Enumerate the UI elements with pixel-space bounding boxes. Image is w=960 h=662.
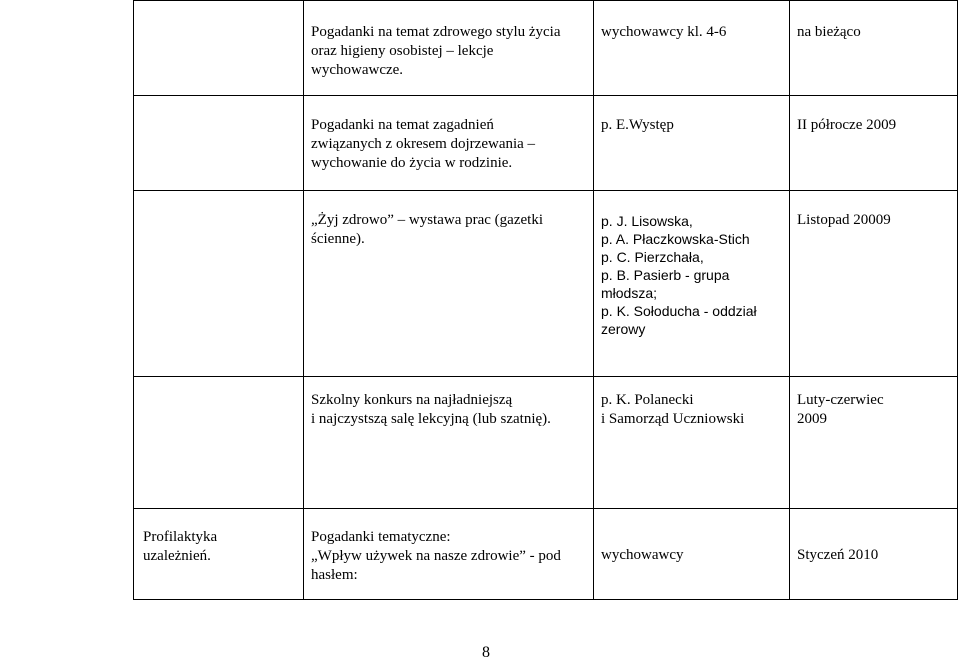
activity-line: „Wpływ używek na nasze zdrowie” - pod	[311, 548, 561, 564]
responsible-cell	[594, 1, 790, 96]
activity-line: ścienne).	[311, 231, 365, 247]
activity-line: Pogadanki tematyczne:	[311, 529, 451, 545]
date-line: II półrocze 2009	[797, 117, 897, 133]
table-row	[134, 96, 958, 191]
responsible-line: p. J. Lisowska,	[601, 213, 693, 229]
activity-line: oraz higieny osobistej – lekcje	[311, 43, 494, 59]
date-line: Styczeń 2010	[797, 547, 879, 563]
responsible-line: p. E.Występ	[601, 117, 674, 133]
responsible-line: p. K. Polanecki	[601, 392, 694, 408]
activity-line: „Żyj zdrowo” – wystawa prac (gazetki	[311, 212, 543, 228]
responsible-line: p. B. Pasierb - grupa	[601, 267, 730, 283]
responsible-line: i Samorząd Uczniowski	[601, 411, 745, 427]
area-cell	[134, 96, 304, 191]
date-cell	[790, 1, 958, 96]
activity-cell	[304, 509, 594, 600]
table-row	[134, 377, 958, 509]
responsible-line: wychowawcy	[601, 547, 684, 563]
responsible-line: p. K. Sołoducha - oddział	[601, 303, 757, 319]
activity-cell	[304, 96, 594, 191]
responsible-line: wychowawcy kl. 4-6	[601, 24, 727, 40]
date-cell	[790, 377, 958, 509]
page-number: 8	[482, 644, 490, 661]
responsible-line: zerowy	[601, 321, 646, 337]
area-cell	[134, 509, 304, 600]
activity-line: związanych z okresem dojrzewania –	[311, 136, 536, 152]
table-row	[134, 191, 958, 377]
date-line: 2009	[797, 411, 827, 427]
responsible-cell	[594, 509, 790, 600]
area-cell	[134, 1, 304, 96]
responsible-line: p. C. Pierzchała,	[601, 249, 704, 265]
activity-line: Szkolny konkurs na najładniejszą	[311, 392, 513, 408]
responsible-cell	[594, 377, 790, 509]
activity-line: Pogadanki na temat zagadnień	[311, 117, 494, 133]
area-line: uzależnień.	[143, 548, 211, 564]
activity-cell	[304, 191, 594, 377]
table-row	[134, 509, 958, 600]
activity-cell	[304, 1, 594, 96]
schedule-table	[133, 0, 958, 600]
area-line: Profilaktyka	[143, 529, 218, 545]
responsible-cell	[594, 191, 790, 377]
area-cell	[134, 191, 304, 377]
responsible-cell	[594, 96, 790, 191]
activity-line: i najczystszą salę lekcyjną (lub szatnię).	[311, 411, 551, 427]
activity-cell	[304, 377, 594, 509]
responsible-line: młodsza;	[601, 285, 658, 301]
date-cell	[790, 191, 958, 377]
responsible-line: p. A. Płaczkowska-Stich	[601, 231, 750, 247]
date-line: na bieżąco	[797, 24, 861, 40]
area-cell	[134, 377, 304, 509]
date-cell	[790, 509, 958, 600]
activity-line: Pogadanki na temat zdrowego stylu życia	[311, 24, 561, 40]
table-row	[134, 1, 958, 96]
date-line: Luty-czerwiec	[797, 392, 884, 408]
date-cell	[790, 96, 958, 191]
activity-line: wychowanie do życia w rodzinie.	[311, 155, 513, 171]
date-line: Listopad 20009	[797, 212, 891, 228]
activity-line: hasłem:	[311, 567, 358, 583]
activity-line: wychowawcze.	[311, 62, 404, 78]
